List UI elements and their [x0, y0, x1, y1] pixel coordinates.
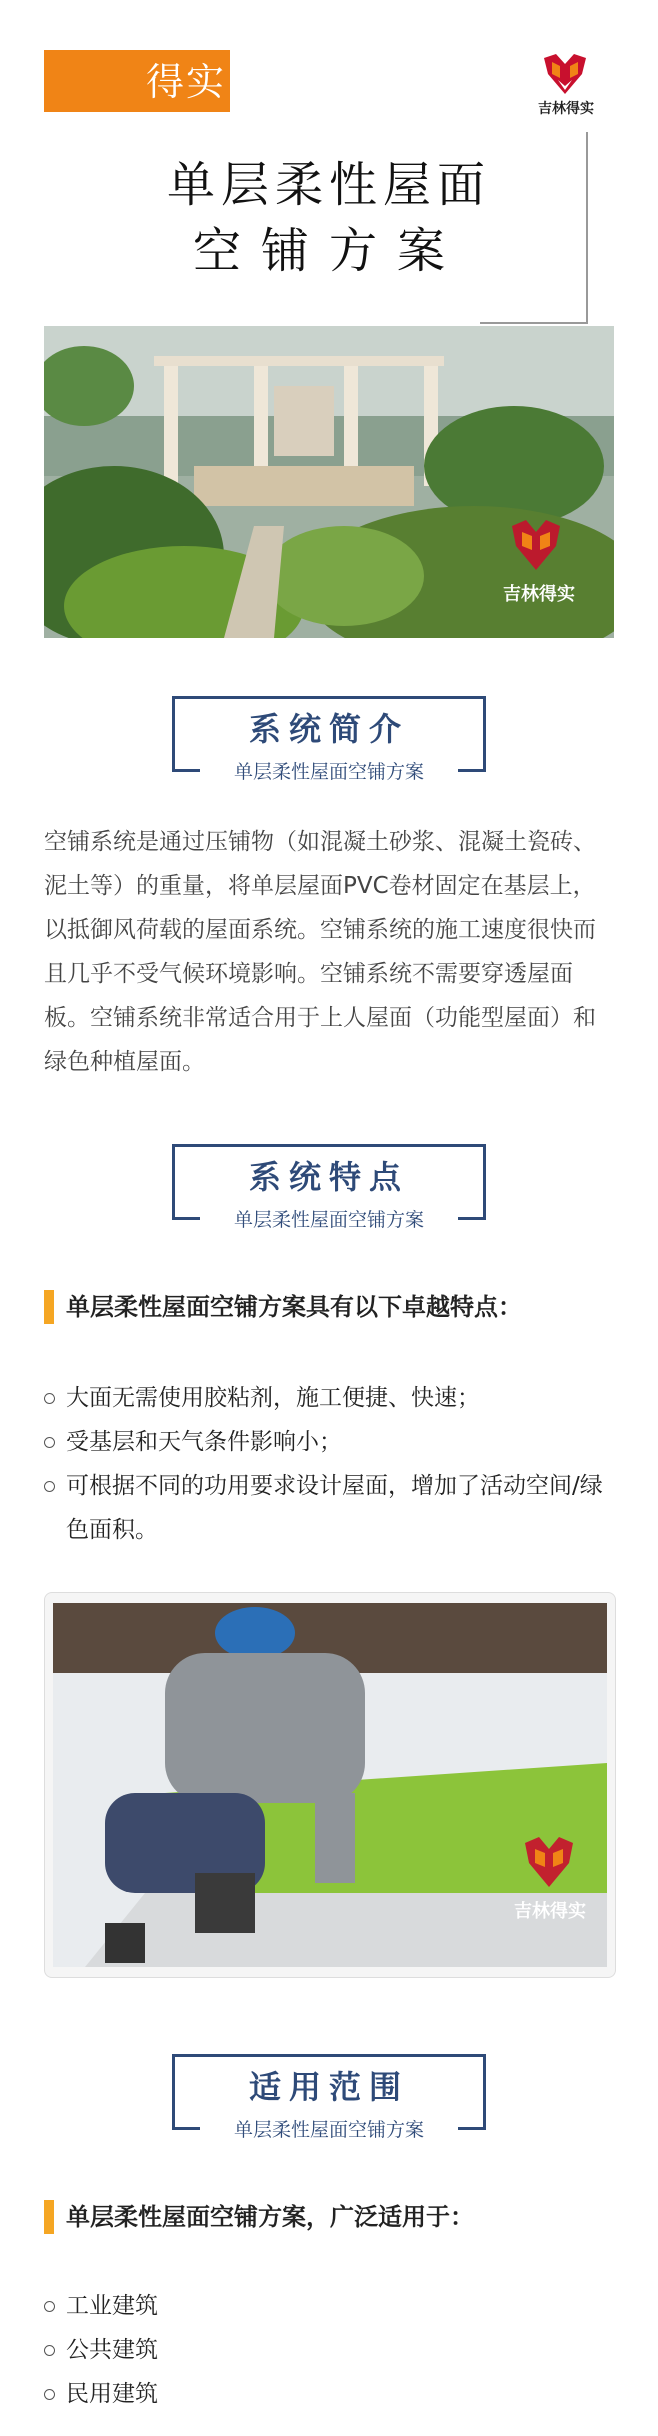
bullet-circle-icon — [44, 2345, 55, 2356]
bullet-circle-icon — [44, 1393, 55, 1404]
worker-installing-photo — [44, 1592, 616, 1978]
rooftop-garden-photo — [44, 326, 614, 638]
page-title-line2: 空铺方案 — [192, 223, 465, 279]
scope-list — [44, 2284, 616, 2416]
section-subtitle: 单层柔性屋面空铺方案 — [233, 2119, 424, 2141]
bullet-circle-icon — [44, 2301, 55, 2312]
features-lead: 单层柔性屋面空铺方案具有以下卓越特点： — [44, 1290, 522, 1324]
list-item: 民用建筑 — [44, 2372, 616, 2416]
list-item: 工业建筑 — [44, 2284, 616, 2328]
scope-lead: 单层柔性屋面空铺方案，广泛适用于： — [44, 2200, 474, 2234]
bullet-circle-icon — [44, 1481, 55, 1492]
list-item: 可根据不同的功用要求设计屋面，增加了活动空间/绿色面积。 — [44, 1464, 616, 1552]
intro-paragraph: 空铺系统是通过压铺物（如混凝土砂浆、混凝土瓷砖、泥土等）的重量，将单层屋面PVC卷材固定在基层上，以抵御风荷载的屋面系统。空铺系统的施工速度很快而且几乎不受气候环境影响。空铺系统不需要穿透屋面板。空铺系统非常适合用于上人屋面（功能型屋面）和绿色种植屋面。 — [44, 829, 596, 1075]
section-heading-intro — [172, 696, 486, 783]
section-title: 适用范围 — [248, 2068, 409, 2106]
photo-watermark: 吉林得实 — [503, 584, 575, 605]
features-list — [44, 1376, 616, 1552]
logo-icon — [538, 52, 592, 96]
list-item: 大面无需使用胶粘剂，施工便捷、快速； — [44, 1376, 616, 1420]
section-subtitle: 单层柔性屋面空铺方案 — [233, 1209, 424, 1231]
brand-tag — [44, 50, 230, 112]
list-item: 受基层和天气条件影响小； — [44, 1420, 616, 1464]
brand-tag-text: 得实 — [145, 60, 226, 104]
page-title-line1: 单层柔性屋面 — [166, 157, 491, 213]
section-title: 系统特点 — [248, 1158, 409, 1196]
bullet-circle-icon — [44, 1437, 55, 1448]
list-item: 公共建筑 — [44, 2328, 616, 2372]
bullet-circle-icon — [44, 2389, 55, 2400]
section-subtitle: 单层柔性屋面空铺方案 — [233, 761, 424, 783]
section-heading-scope — [172, 2054, 486, 2141]
section-title: 系统简介 — [248, 710, 409, 748]
photo-watermark: 吉林得实 — [514, 1901, 586, 1922]
logo-text: 吉林得实 — [538, 101, 594, 117]
section-heading-features — [172, 1144, 486, 1231]
